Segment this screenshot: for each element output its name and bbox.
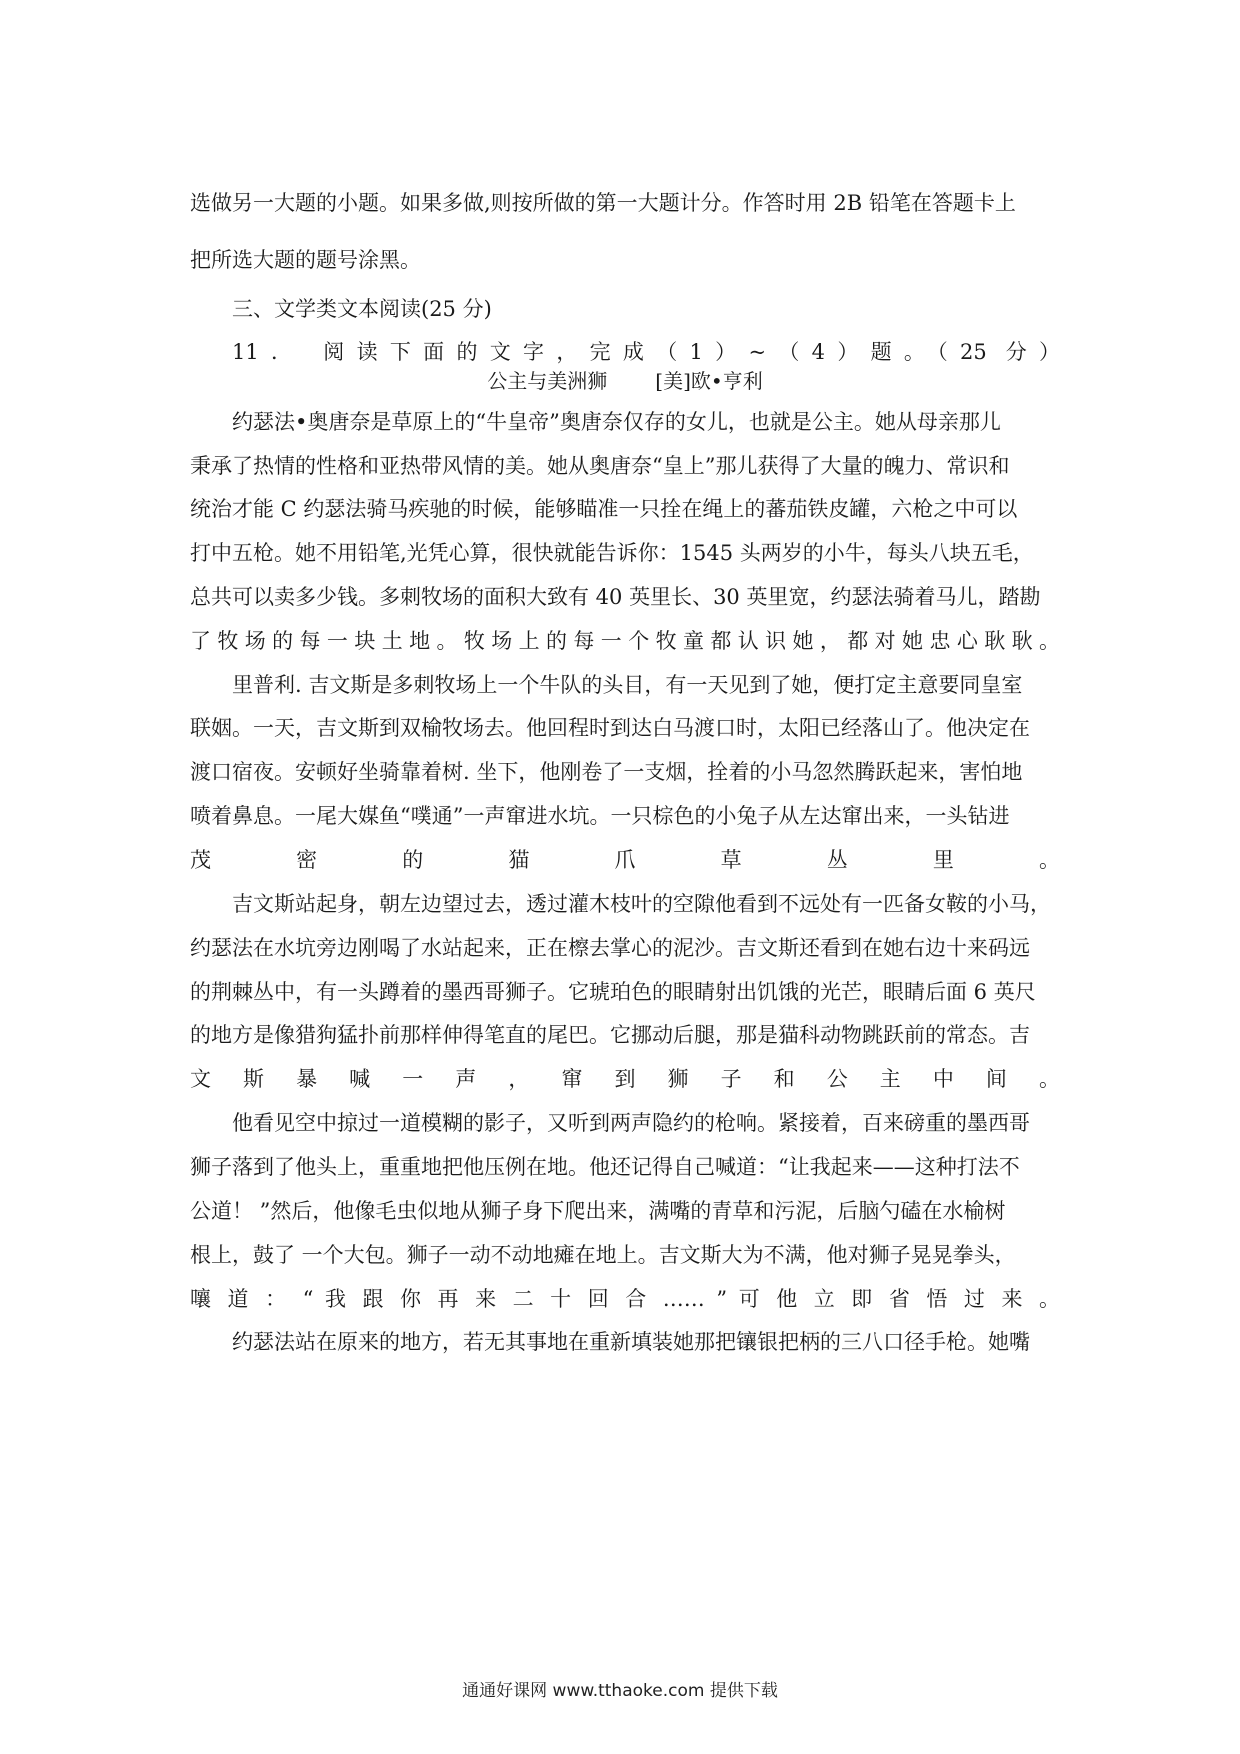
text-line: 了牧场的每一块土地。牧场上的每一个牧童都认识她，都对她忠心耿耿。 — [190, 629, 1060, 653]
text-line: 喷着鼻息。一尾大媒鱼“噗通”一声窜进水坑。一只棕色的小兔子从左达窜出来，一头钻进 — [190, 804, 1010, 828]
text-line: 约瑟法站在原来的地方，若无其事地在重新填装她那把镶银把柄的三八口径手枪。她嘴 — [232, 1330, 1030, 1354]
text-line: 文 斯 暴 喊 一 声 ， 窜 到 狮 子 和 公 主 中 间 。 — [190, 1067, 1060, 1091]
text-line: 选做另一大题的小题。如果多做,则按所做的第一大题计分。作答时用 2B 铅笔在答题卡上 — [190, 191, 1016, 215]
text-line: 统治才能 C 约瑟法骑马疾驰的时候，能够瞄准一只拴在绳上的蕃茄铁皮罐，六枪之中可以 — [190, 497, 1018, 521]
document-page — [190, 0, 1060, 1754]
text-line: 把所选大题的题号涂黑。 — [190, 248, 421, 272]
story-title — [190, 366, 1060, 396]
text-line: 约瑟法•奥唐奈是草原上的“牛皇帝”奥唐奈仅存的女儿，也就是公主。她从母亲那儿 — [232, 410, 1001, 434]
page-footer: 通通好课网 www.tthaoke.com 提供下载 — [462, 1681, 778, 1701]
text-line: 公道！ ”然后，他像毛虫似地从狮子身下爬出来，满嘴的青草和污泥，后脑勺磕在水榆树 — [190, 1199, 1006, 1223]
text-line: 狮子落到了他头上，重重地把他压例在地。他还记得自己喊道：“让我起来——这种打法不 — [190, 1155, 1020, 1179]
text-line: 约瑟法在水坑旁边刚喝了水站起来，正在檫去掌心的泥沙。吉文斯还看到在她右边十来码远 — [190, 936, 1030, 960]
text-line: 嚷 道 ： “ 我 跟 你 再 来 二 十 回 合 …… ” 可 他 立 即 省 悟 过 来 。 — [190, 1287, 1060, 1311]
text-line: 联姻。一天，吉文斯到双榆牧场去。他回程时到达白马渡口时，太阳已经落山了。他决定在 — [190, 716, 1030, 740]
text-line: 茂 密 的 猫 爪 草 丛 里 。 — [190, 848, 1060, 872]
text-line: 的地方是像猎狗猛扑前那样伸得笔直的尾巴。它挪动后腿，那是猫科动物跳跃前的常态。吉 — [190, 1023, 1030, 1047]
text-line: 根上，鼓了 一个大包。狮子一动不动地瘫在地上。吉文斯大为不满，他对狮子晃晃拳头， — [190, 1243, 1016, 1267]
story-author: [美]欧•亨利 — [655, 369, 763, 393]
text-line: 总共可以卖多少钱。多刺牧场的面积大致有 40 英里长、30 英里宽，约瑟法骑着马儿，踏勘 — [190, 585, 1041, 609]
text-line: 三、文学类文本阅读(25 分) — [232, 297, 492, 321]
story-title-name: 公主与美洲狮 — [487, 369, 608, 393]
text-line: 11． 阅读下面的文字，完成（1）~（4）题。（25 分） — [232, 340, 1060, 364]
text-line: 打中五枪。她不用铅笔,光凭心算，很快就能告诉你：1545 头两岁的小牛，每头八块五毛， — [190, 541, 1034, 565]
text-line: 渡口宿夜。安顿好坐骑靠着树. 坐下，他刚卷了一支烟，拴着的小马忽然腾跃起来，害怕地 — [190, 760, 1023, 784]
text-line: 他看见空中掠过一道模糊的影子，又听到两声隐约的枪响。紧接着，百来磅重的墨西哥 — [232, 1111, 1030, 1135]
text-line: 吉文斯站起身，朝左边望过去，透过灌木枝叶的空隙他看到不远处有一匹备女鞍的小马， — [232, 892, 1051, 916]
text-line: 秉承了热情的性格和亚热带风情的美。她从奥唐奈“皇上”那儿获得了大量的魄力、常识和 — [190, 454, 1010, 478]
text-line: 的荆棘丛中，有一头蹲着的墨西哥狮子。它琥珀色的眼睛射出饥饿的光芒，眼睛后面 6 英尺 — [190, 980, 1036, 1004]
text-line: 里普利. 吉文斯是多刺牧场上一个牛队的头目，有一天见到了她，便打定主意要同皇室 — [232, 673, 1023, 697]
